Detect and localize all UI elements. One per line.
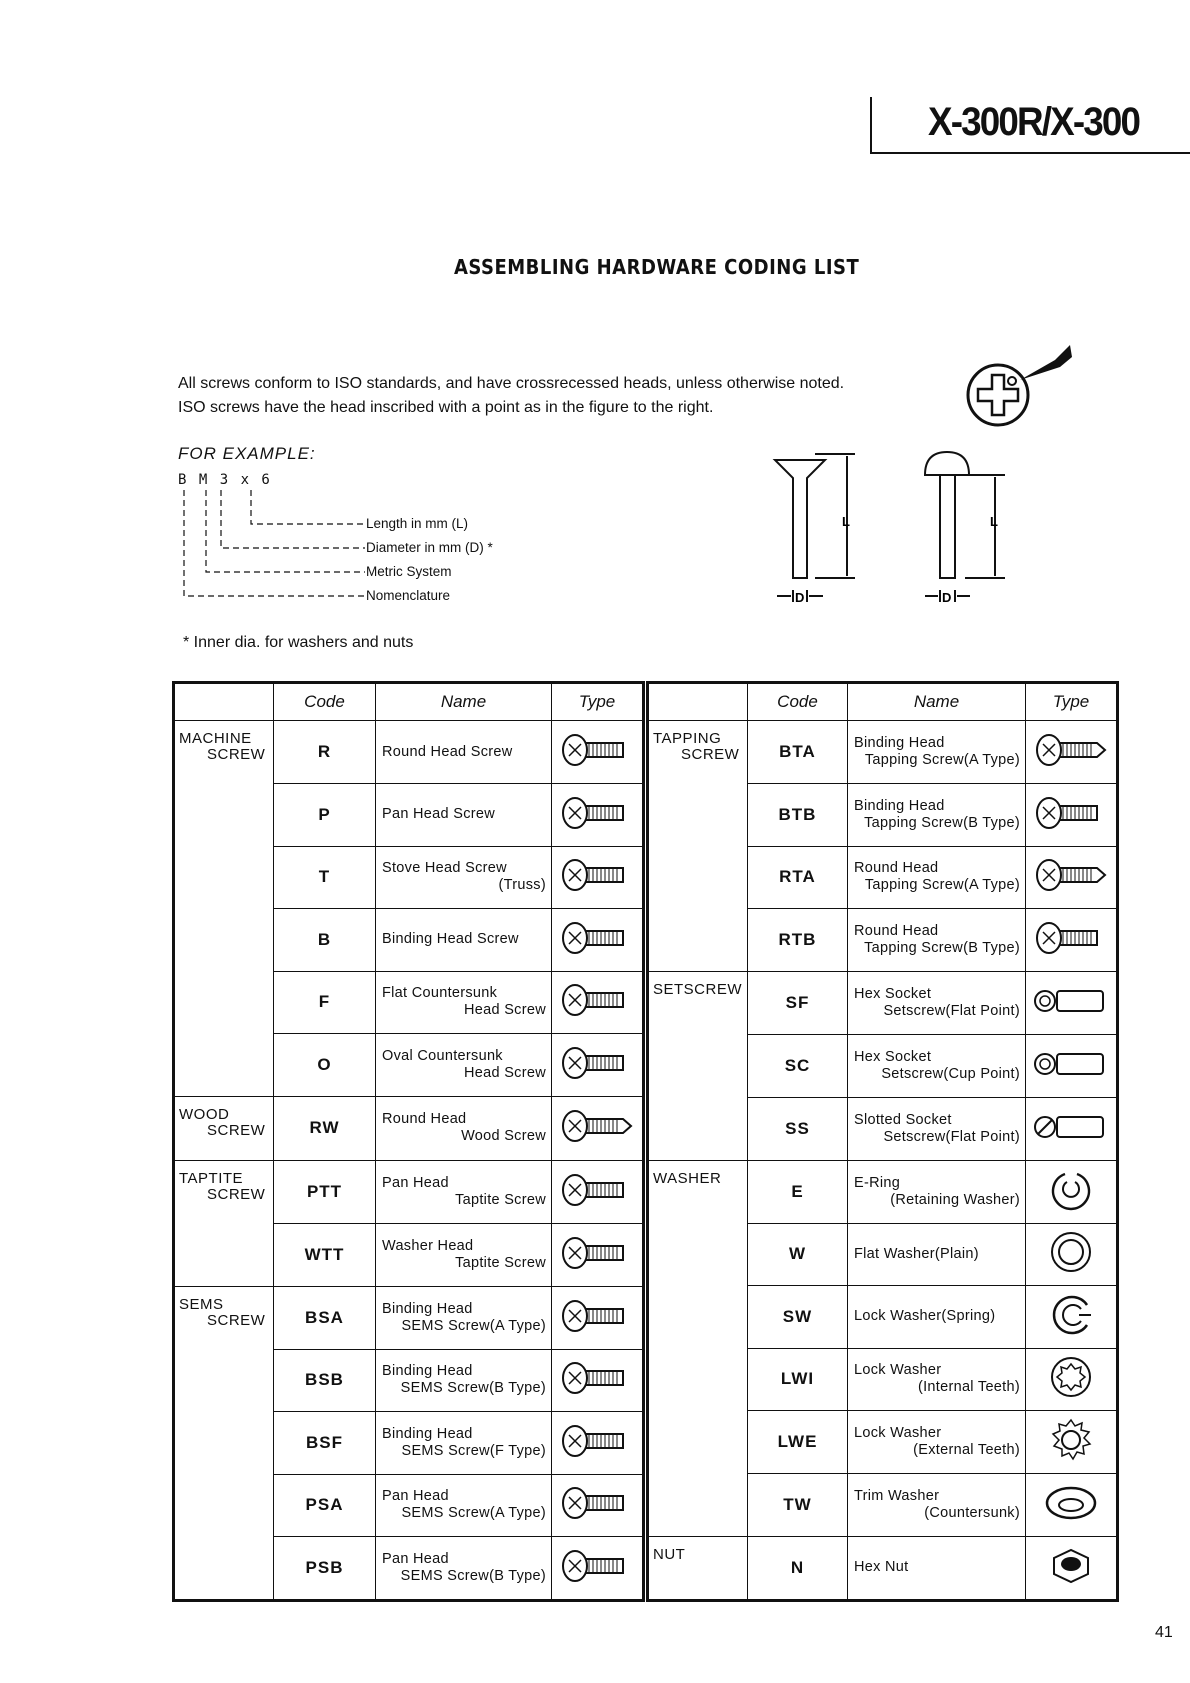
name-line-1: Trim Washer bbox=[854, 1487, 940, 1504]
left-category bbox=[174, 1286, 274, 1349]
name-line-1: Lock Washer bbox=[854, 1362, 942, 1379]
intro-line-2: ISO screws have the head inscribed with a point as in the figure to the right. bbox=[178, 399, 714, 416]
left-row bbox=[174, 1286, 644, 1349]
left-name bbox=[376, 784, 552, 847]
right-row bbox=[648, 1223, 1118, 1286]
e-ring-icon bbox=[1026, 1160, 1118, 1223]
name-line-1: Flat Countersunk bbox=[382, 985, 498, 1002]
name-line-2: Head Screw bbox=[464, 1065, 546, 1081]
stove-head-screw-icon bbox=[552, 846, 644, 909]
hex-socket-flat-icon bbox=[1026, 972, 1118, 1035]
name-line-2: Tapping Screw(A Type) bbox=[864, 752, 1020, 768]
internal-teeth-washer-icon bbox=[1026, 1348, 1118, 1411]
name-line-2: (External Teeth) bbox=[913, 1441, 1020, 1458]
name-line-1: Binding Head bbox=[854, 797, 945, 814]
left-name bbox=[376, 1474, 552, 1537]
category-line-2: SCREW bbox=[681, 746, 740, 763]
taptite-screw-icon bbox=[552, 1160, 644, 1223]
trim-washer-icon bbox=[1026, 1473, 1118, 1536]
iso-head-figure bbox=[960, 335, 1080, 435]
left-code: BSB bbox=[274, 1349, 376, 1412]
category-line-2: SCREW bbox=[207, 1311, 266, 1329]
right-code: N bbox=[748, 1536, 848, 1601]
right-code: LWI bbox=[748, 1348, 848, 1411]
left-header-category bbox=[174, 683, 274, 721]
round-tapping-screw-a-icon bbox=[1026, 846, 1118, 909]
name-line-1: Pan Head Screw bbox=[382, 806, 496, 823]
category-line-1: MACHINE bbox=[179, 730, 252, 747]
left-row bbox=[174, 1223, 644, 1286]
name-line-2: Head Screw bbox=[464, 1002, 546, 1019]
right-name bbox=[848, 1411, 1026, 1474]
name-line-2: Wood Screw bbox=[461, 1128, 546, 1145]
name-line-2: SEMS Screw(A Type) bbox=[401, 1317, 546, 1334]
name-line-1: Slotted Socket bbox=[854, 1111, 952, 1128]
left-row bbox=[174, 909, 644, 972]
name-line-2: SEMS Screw(F Type) bbox=[401, 1442, 546, 1459]
left-name bbox=[376, 1286, 552, 1349]
name-line-1: Washer Head bbox=[382, 1237, 474, 1254]
left-row bbox=[174, 846, 644, 909]
right-code: SW bbox=[748, 1286, 848, 1349]
washer-head-taptite-icon bbox=[552, 1223, 644, 1286]
wood-screw-icon bbox=[552, 1097, 644, 1161]
right-name bbox=[848, 721, 1026, 784]
left-name bbox=[376, 1097, 552, 1161]
flat-washer-icon bbox=[1026, 1223, 1118, 1286]
name-line-1: Hex Nut bbox=[854, 1559, 909, 1576]
category-line-1: WASHER bbox=[653, 1169, 722, 1187]
right-name bbox=[848, 1473, 1026, 1536]
left-category bbox=[174, 1474, 274, 1537]
left-category bbox=[174, 971, 274, 1034]
right-row bbox=[648, 721, 1118, 784]
example-label: FOR EXAMPLE: bbox=[178, 444, 316, 463]
right-header-code: Code bbox=[748, 683, 848, 721]
name-line-2: SEMS Screw(A Type) bbox=[401, 1505, 546, 1522]
right-row bbox=[648, 972, 1118, 1035]
diameter-label-1: D bbox=[795, 590, 805, 605]
name-line-1: Round Head bbox=[854, 860, 939, 877]
right-category bbox=[648, 1035, 748, 1098]
binding-head-screw-icon bbox=[552, 909, 644, 972]
left-category bbox=[174, 1160, 274, 1223]
legend-diameter: Diameter in mm (D) * bbox=[366, 540, 493, 555]
hex-nut-icon bbox=[1026, 1536, 1118, 1601]
left-name bbox=[376, 1537, 552, 1601]
left-code: PTT bbox=[274, 1160, 376, 1223]
left-code: F bbox=[274, 971, 376, 1034]
right-name bbox=[848, 1160, 1026, 1223]
name-line-1: Round Head Screw bbox=[382, 743, 513, 760]
left-code: B bbox=[274, 909, 376, 972]
left-category bbox=[174, 1097, 274, 1161]
legend-length: Length in mm (L) bbox=[366, 516, 469, 531]
right-row bbox=[648, 1035, 1118, 1098]
right-row bbox=[648, 1286, 1118, 1349]
external-teeth-washer-icon bbox=[1026, 1411, 1118, 1474]
left-row bbox=[174, 1474, 644, 1537]
left-name bbox=[376, 1349, 552, 1412]
right-category bbox=[648, 1411, 748, 1474]
name-line-1: Hex Socket bbox=[854, 986, 932, 1002]
name-line-1: Oval Countersunk bbox=[382, 1048, 503, 1064]
category-line-2: SCREW bbox=[207, 1122, 266, 1139]
right-row bbox=[648, 1160, 1118, 1223]
page-number: 41 bbox=[1155, 1624, 1173, 1641]
left-header-name: Name bbox=[376, 683, 552, 721]
name-line-1: Binding Head Screw bbox=[382, 931, 519, 948]
right-category bbox=[648, 909, 748, 972]
right-category bbox=[648, 1160, 748, 1223]
right-name bbox=[848, 1035, 1026, 1098]
name-line-2: Setscrew(Flat Point) bbox=[883, 1128, 1020, 1145]
right-category bbox=[648, 1286, 748, 1349]
category-line-1: WOOD bbox=[179, 1106, 230, 1123]
example-legend-lines bbox=[180, 488, 370, 600]
left-name bbox=[376, 846, 552, 909]
name-line-2: (Internal Teeth) bbox=[917, 1379, 1020, 1396]
category-line-1: TAPTITE bbox=[179, 1169, 244, 1187]
example-code: B M 3 x 6 bbox=[178, 472, 272, 488]
slotted-setscrew-icon bbox=[1026, 1097, 1118, 1160]
left-row bbox=[174, 1412, 644, 1475]
left-code: P bbox=[274, 784, 376, 847]
example-note: * Inner dia. for washers and nuts bbox=[183, 634, 414, 651]
right-row bbox=[648, 1473, 1118, 1536]
right-header-category bbox=[648, 683, 748, 721]
category-line-1: TAPPING bbox=[653, 730, 722, 747]
right-code: LWE bbox=[748, 1411, 848, 1474]
right-category bbox=[648, 784, 748, 847]
left-row bbox=[174, 721, 644, 784]
name-line-2: Tapping Screw(A Type) bbox=[864, 877, 1020, 894]
left-category bbox=[174, 1537, 274, 1601]
name-line-1: E-Ring bbox=[854, 1174, 901, 1191]
name-line-1: Stove Head Screw bbox=[382, 860, 507, 877]
right-name bbox=[848, 784, 1026, 847]
tapping-screw-table bbox=[646, 681, 1119, 1602]
right-code: SF bbox=[748, 972, 848, 1035]
right-row bbox=[648, 1097, 1118, 1160]
name-line-1: Flat Washer(Plain) bbox=[854, 1245, 979, 1262]
right-header-type: Type bbox=[1026, 683, 1118, 721]
right-category bbox=[648, 1097, 748, 1160]
left-code: RW bbox=[274, 1097, 376, 1161]
right-name bbox=[848, 972, 1026, 1035]
machine-screw-table bbox=[172, 681, 645, 1602]
right-name bbox=[848, 909, 1026, 972]
left-code: WTT bbox=[274, 1223, 376, 1286]
left-code: BSA bbox=[274, 1286, 376, 1349]
right-row bbox=[648, 909, 1118, 972]
left-row bbox=[174, 1349, 644, 1412]
name-line-1: Pan Head bbox=[382, 1488, 449, 1505]
length-label-1: L bbox=[842, 514, 850, 529]
left-code: R bbox=[274, 721, 376, 784]
right-name bbox=[848, 1536, 1026, 1601]
left-category bbox=[174, 721, 274, 784]
sems-screw-a-icon bbox=[552, 1286, 644, 1349]
left-name bbox=[376, 721, 552, 784]
name-line-2: Tapping Screw(B Type) bbox=[864, 814, 1020, 831]
name-line-2: Tapping Screw(B Type) bbox=[864, 940, 1020, 956]
legend-metric: Metric System bbox=[366, 564, 452, 579]
name-line-1: Pan Head bbox=[382, 1174, 449, 1191]
left-code: PSB bbox=[274, 1537, 376, 1601]
right-category bbox=[648, 846, 748, 909]
name-line-2: SEMS Screw(B Type) bbox=[400, 1380, 546, 1397]
name-line-2: SEMS Screw(B Type) bbox=[400, 1568, 546, 1584]
name-line-1: Pan Head bbox=[382, 1551, 449, 1567]
right-category bbox=[648, 1536, 748, 1601]
left-code: T bbox=[274, 846, 376, 909]
category-line-2: SCREW bbox=[207, 1185, 266, 1203]
left-category bbox=[174, 784, 274, 847]
right-row bbox=[648, 1411, 1118, 1474]
model-title: X-300R/X-300 bbox=[928, 100, 1140, 144]
name-line-1: Hex Socket bbox=[854, 1048, 932, 1065]
left-code: BSF bbox=[274, 1412, 376, 1475]
sems-screw-b-icon bbox=[552, 1349, 644, 1412]
left-category bbox=[174, 1349, 274, 1412]
left-row bbox=[174, 1034, 644, 1097]
intro-text bbox=[178, 372, 844, 420]
right-category bbox=[648, 972, 748, 1035]
name-line-2: Setscrew(Flat Point) bbox=[883, 1003, 1020, 1019]
left-header-code: Code bbox=[274, 683, 376, 721]
flat-countersunk-screw-icon bbox=[552, 971, 644, 1034]
right-header-name: Name bbox=[848, 683, 1026, 721]
name-line-1: Binding Head bbox=[382, 1425, 473, 1442]
left-name bbox=[376, 1223, 552, 1286]
left-code: PSA bbox=[274, 1474, 376, 1537]
left-name bbox=[376, 1412, 552, 1475]
right-code: SS bbox=[748, 1097, 848, 1160]
tapping-screw-a-icon bbox=[1026, 721, 1118, 784]
left-name bbox=[376, 1034, 552, 1097]
left-row bbox=[174, 784, 644, 847]
right-category bbox=[648, 1223, 748, 1286]
right-name bbox=[848, 1223, 1026, 1286]
pan-head-screw-icon bbox=[552, 784, 644, 847]
tapping-screw-b-icon bbox=[1026, 784, 1118, 847]
name-line-2: Taptite Screw bbox=[455, 1254, 546, 1271]
left-category bbox=[174, 909, 274, 972]
right-category bbox=[648, 1348, 748, 1411]
left-category bbox=[174, 1034, 274, 1097]
right-category bbox=[648, 1473, 748, 1536]
left-row bbox=[174, 1160, 644, 1223]
right-code: SC bbox=[748, 1035, 848, 1098]
name-line-1: Lock Washer(Spring) bbox=[854, 1308, 996, 1325]
name-line-2: (Countersunk) bbox=[924, 1504, 1020, 1521]
left-header-type: Type bbox=[552, 683, 644, 721]
name-line-2: Taptite Screw bbox=[455, 1191, 546, 1208]
right-name bbox=[848, 1097, 1026, 1160]
right-row bbox=[648, 784, 1118, 847]
sems-screw-f-icon bbox=[552, 1412, 644, 1475]
screw-dimension-figure bbox=[765, 450, 1015, 610]
left-code: O bbox=[274, 1034, 376, 1097]
intro-line-1: All screws conform to ISO standards, and have crossrecessed heads, unless otherwise noted. bbox=[178, 375, 845, 392]
name-line-2: (Truss) bbox=[498, 877, 546, 894]
name-line-2: (Retaining Washer) bbox=[890, 1191, 1020, 1208]
name-line-1: Binding Head bbox=[382, 1363, 473, 1380]
hex-socket-cup-icon bbox=[1026, 1035, 1118, 1098]
left-category bbox=[174, 1223, 274, 1286]
right-code: BTA bbox=[748, 721, 848, 784]
pan-sems-screw-a-icon bbox=[552, 1474, 644, 1537]
legend-nomenclature: Nomenclature bbox=[366, 588, 451, 603]
right-code: RTB bbox=[748, 909, 848, 972]
left-row bbox=[174, 1097, 644, 1161]
right-name bbox=[848, 1348, 1026, 1411]
name-line-1: Round Head bbox=[382, 1111, 467, 1128]
right-category bbox=[648, 721, 748, 784]
right-code: E bbox=[748, 1160, 848, 1223]
left-category bbox=[174, 846, 274, 909]
right-code: W bbox=[748, 1223, 848, 1286]
header-rule-vertical bbox=[870, 97, 872, 153]
name-line-1: Binding Head bbox=[382, 1300, 473, 1317]
left-name bbox=[376, 909, 552, 972]
category-line-2: SCREW bbox=[207, 746, 266, 763]
right-code: BTB bbox=[748, 784, 848, 847]
left-name bbox=[376, 971, 552, 1034]
left-category bbox=[174, 1412, 274, 1475]
category-line-1: SETSCREW bbox=[653, 981, 743, 998]
right-name bbox=[848, 1286, 1026, 1349]
page-title: ASSEMBLING HARDWARE CODING LIST bbox=[454, 255, 860, 279]
header-rule-horizontal bbox=[870, 152, 1190, 154]
category-line-1: SEMS bbox=[179, 1295, 224, 1313]
right-row bbox=[648, 846, 1118, 909]
right-row bbox=[648, 1536, 1118, 1601]
name-line-2: Setscrew(Cup Point) bbox=[881, 1065, 1020, 1082]
right-row bbox=[648, 1348, 1118, 1411]
name-line-1: Lock Washer bbox=[854, 1424, 942, 1441]
round-tapping-screw-b-icon bbox=[1026, 909, 1118, 972]
oval-countersunk-screw-icon bbox=[552, 1034, 644, 1097]
pan-sems-screw-b-icon bbox=[552, 1537, 644, 1601]
spring-washer-icon bbox=[1026, 1286, 1118, 1349]
right-code: RTA bbox=[748, 846, 848, 909]
round-head-screw-icon bbox=[552, 721, 644, 784]
name-line-1: Binding Head bbox=[854, 735, 945, 751]
left-row bbox=[174, 971, 644, 1034]
left-name bbox=[376, 1160, 552, 1223]
category-line-1: NUT bbox=[653, 1545, 686, 1563]
right-code: TW bbox=[748, 1473, 848, 1536]
length-label-2: L bbox=[990, 514, 998, 529]
name-line-1: Round Head bbox=[854, 923, 939, 939]
right-name bbox=[848, 846, 1026, 909]
left-row bbox=[174, 1537, 644, 1601]
diameter-label-2: D bbox=[942, 590, 952, 605]
